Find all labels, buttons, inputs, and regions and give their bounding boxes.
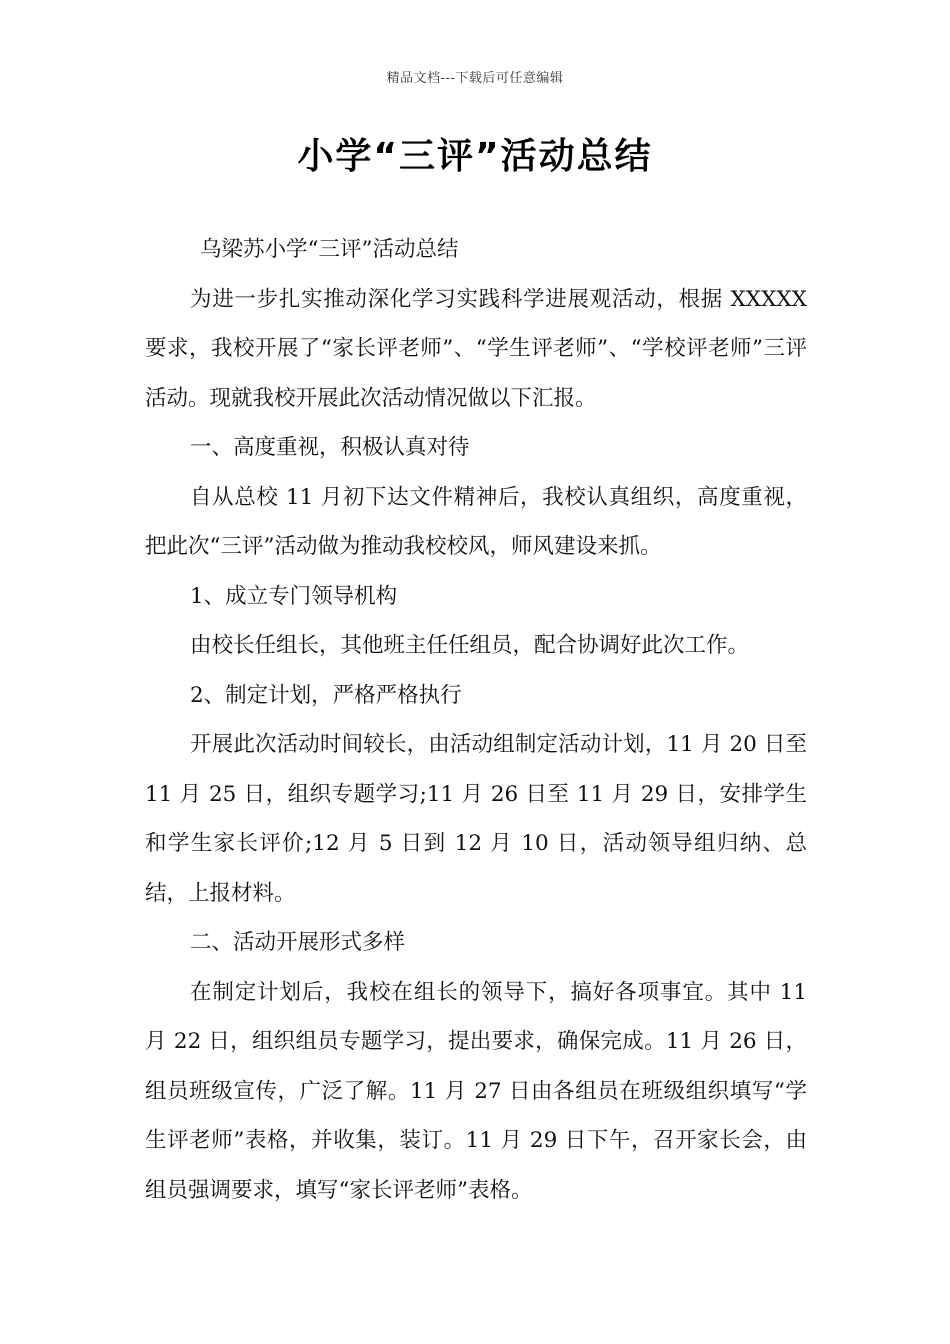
subtitle-paragraph: 乌梁苏小学“三评”活动总结 <box>200 237 459 262</box>
subsection-heading-1: 1、成立专门领导机构 <box>190 583 398 609</box>
subsection-heading-2: 2、制定计划，严格严格执行 <box>190 682 462 708</box>
section-2-paragraph: 在制定计划后，我校在组长的领导下，搞好各项事宜。其中 11 月 22 日，组织组员专题学习，提出要求，确保完成。11 月 26 日，组员班级宣传，广泛了解。11 月 27 日由各组员在班级组织填写“学生评老师”表格，并收集，装订。11 月 29 日下午，召开家长会，由组员强调要求，填写“家长评老师”表格。 <box>145 979 807 1203</box>
document-title: 小学“三评”活动总结 <box>297 136 653 177</box>
document-body <box>145 225 807 1215</box>
section-1-paragraph: 自从总校 11 月初下达文件精神后，我校认真组织，高度重视，把此次“三评”活动做为推动我校校风，师风建设来抓。 <box>145 484 807 559</box>
section-heading-1: 一、高度重视，积极认真对待 <box>190 435 470 460</box>
page-header-note: 精品文档---下载后可任意编辑 <box>386 71 564 86</box>
section-heading-2: 二、活动开展形式多样 <box>190 930 406 955</box>
subsection-1-paragraph: 由校长任组长，其他班主任任组员，配合协调好此次工作。 <box>190 633 750 658</box>
intro-paragraph: 为进一步扎实推动深化学习实践科学进展观活动，根据 XXXXX 要求，我校开展了“家长评老师”、“学生评老师”、“学校评老师”三评活动。现就我校开展此次活动情况做以下汇报。 <box>145 286 807 411</box>
subsection-2-paragraph: 开展此次活动时间较长，由活动组制定活动计划，11 月 20 日至 11 月 25 日，组织专题学习;11 月 26 日至 11 月 29 日，安排学生和学生家长评价;12 月 5 日到 12 月 10 日，活动领导组归纳、总结，上报材料。 <box>145 732 807 906</box>
